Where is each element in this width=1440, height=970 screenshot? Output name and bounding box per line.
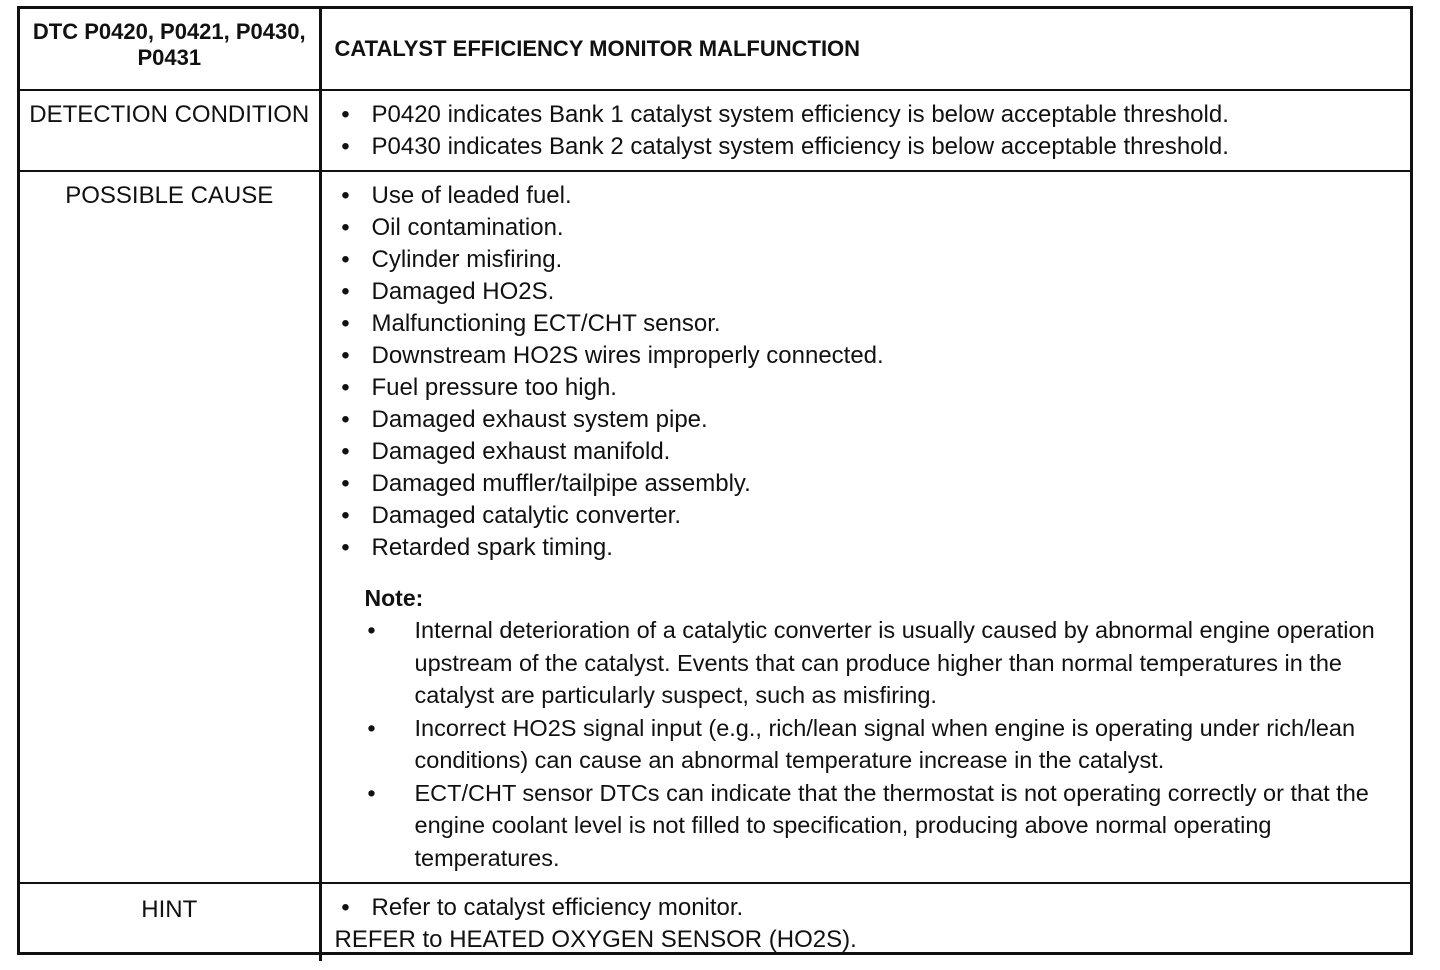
list-item: • P0430 indicates Bank 2 catalyst system efficiency is below acceptable threshold.	[335, 131, 1403, 163]
dtc-codes-cell	[20, 9, 320, 90]
hint-label-cell	[20, 883, 320, 961]
bullet-icon: •	[341, 182, 350, 209]
list-item: • Damaged muffler/tailpipe assembly.	[335, 468, 1403, 500]
bullet-icon: •	[341, 374, 350, 401]
bullet-icon: •	[341, 534, 350, 561]
bullet-icon: •	[341, 101, 350, 128]
hint-row	[20, 883, 1410, 961]
list-item: • Oil contamination.	[335, 212, 1403, 244]
detection-row	[20, 90, 1410, 171]
bullet-icon: •	[341, 246, 350, 273]
bullet-icon: •	[341, 133, 350, 160]
bullet-icon: •	[341, 406, 350, 433]
detection-label-cell	[20, 90, 320, 171]
list-item: • Incorrect HO2S signal input (e.g., rich/lean signal when engine is operating under rich/lean conditions) can cause an abnormal temperature increase in the catalyst.	[365, 712, 1403, 777]
note-list	[365, 614, 1403, 874]
page-title: CATALYST EFFICIENCY MONITOR MALFUNCTION	[334, 36, 861, 61]
dtc-table-frame	[17, 6, 1413, 955]
bullet-icon: •	[341, 342, 350, 369]
possible-cause-label-cell	[20, 171, 320, 883]
list-item: • Internal deterioration of a catalytic converter is usually caused by abnormal engine operation upstream of the catalyst. Events that can produce higher than normal temperatures in the catalyst are particularly suspect, such as misfiring.	[365, 614, 1403, 712]
hint-label: HINT	[141, 896, 198, 923]
list-item: • Refer to catalyst efficiency monitor.	[335, 892, 1403, 924]
list-item: • Damaged exhaust system pipe.	[335, 404, 1403, 436]
list-item: • Retarded spark timing.	[335, 532, 1403, 564]
hint-list	[335, 892, 1403, 924]
bullet-icon: •	[341, 438, 350, 465]
bullet-icon: •	[367, 617, 376, 643]
list-item: • Damaged catalytic converter.	[335, 500, 1403, 532]
list-item: • Fuel pressure too high.	[335, 372, 1403, 404]
note-title: Note:	[364, 585, 424, 611]
note-block	[335, 582, 1403, 874]
possible-cause-label: POSSIBLE CAUSE	[65, 182, 274, 209]
list-item: • Use of leaded fuel.	[335, 180, 1403, 212]
possible-cause-row	[20, 171, 1410, 883]
header-row	[20, 9, 1410, 90]
dtc-codes: DTC P0420, P0421, P0430, P0431	[32, 19, 306, 70]
list-item: • Cylinder misfiring.	[335, 244, 1403, 276]
list-item: • ECT/CHT sensor DTCs can indicate that the thermostat is not operating correctly or that the engine coolant level is not filled to specification, producing above normal operating temperatures.	[365, 777, 1403, 875]
detection-list	[335, 99, 1403, 163]
list-item: • Damaged exhaust manifold.	[335, 436, 1403, 468]
hint-reference: REFER to HEATED OXYGEN SENSOR (HO2S).	[334, 926, 857, 953]
bullet-icon: •	[341, 894, 350, 921]
header-title-cell	[320, 9, 1410, 90]
list-item: • Damaged HO2S.	[335, 276, 1403, 308]
hint-content-cell	[320, 883, 1410, 961]
detection-label: DETECTION CONDITION	[29, 101, 310, 128]
bullet-icon: •	[367, 779, 376, 806]
bullet-icon: •	[341, 470, 350, 497]
bullet-icon: •	[341, 278, 350, 305]
bullet-icon: •	[341, 214, 350, 241]
possible-cause-content-cell	[320, 171, 1410, 883]
dtc-table	[20, 9, 1410, 961]
bullet-icon: •	[341, 502, 350, 529]
list-item: • Malfunctioning ECT/CHT sensor.	[335, 308, 1403, 340]
possible-cause-list	[335, 180, 1403, 564]
bullet-icon: •	[367, 714, 376, 741]
list-item: • P0420 indicates Bank 1 catalyst system efficiency is below acceptable threshold.	[335, 99, 1403, 131]
list-item: • Downstream HO2S wires improperly connected.	[335, 340, 1403, 372]
bullet-icon: •	[341, 310, 350, 337]
detection-content-cell	[320, 90, 1410, 171]
